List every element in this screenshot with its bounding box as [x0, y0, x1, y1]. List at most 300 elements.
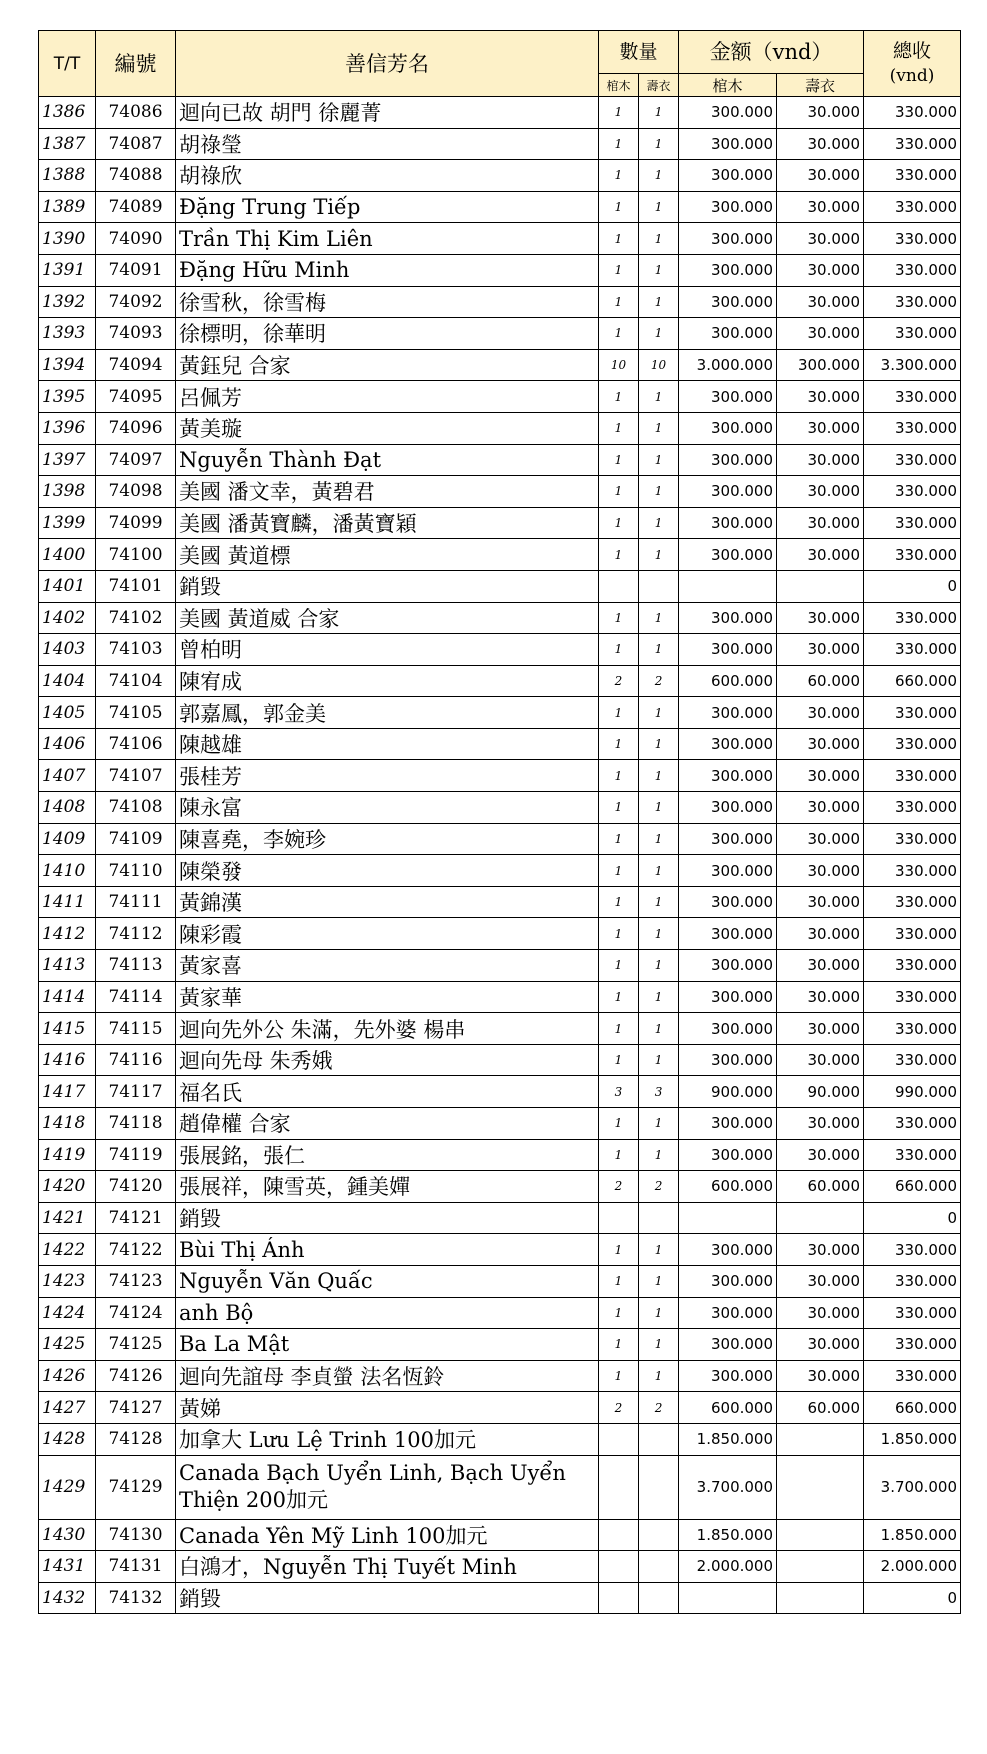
row-total: 330.000 — [864, 412, 961, 444]
header-name: 善信芳名 — [176, 31, 599, 97]
row-amount-shroud: 30.000 — [777, 1139, 864, 1171]
table-row — [39, 160, 961, 192]
row-code: 74088 — [96, 160, 176, 192]
row-qty-coffin: 2 — [599, 1171, 639, 1203]
row-amount-shroud: 30.000 — [777, 950, 864, 982]
table-row — [39, 286, 961, 318]
row-name: 福名氏 — [176, 1076, 599, 1108]
row-amount-coffin — [679, 1202, 777, 1234]
row-amount-coffin: 300.000 — [679, 697, 777, 729]
row-code: 74125 — [96, 1329, 176, 1361]
row-amount-coffin: 300.000 — [679, 1139, 777, 1171]
table-row — [39, 1360, 961, 1392]
row-name: 張展祥，陳雪英，鍾美嬋 — [176, 1171, 599, 1203]
row-tt: 1397 — [39, 444, 96, 476]
row-name: 迴向先誼母 李貞螢 法名恆鈴 — [176, 1360, 599, 1392]
row-qty-coffin: 1 — [599, 981, 639, 1013]
row-amount-coffin: 300.000 — [679, 1013, 777, 1045]
row-code: 74104 — [96, 665, 176, 697]
row-qty-coffin: 1 — [599, 223, 639, 255]
table-row — [39, 823, 961, 855]
row-tt: 1399 — [39, 507, 96, 539]
row-name: 胡祿欣 — [176, 160, 599, 192]
row-qty-shroud: 2 — [639, 665, 679, 697]
row-amount-coffin: 300.000 — [679, 223, 777, 255]
row-tt: 1386 — [39, 97, 96, 129]
row-amount-shroud: 30.000 — [777, 1360, 864, 1392]
row-amount-shroud: 30.000 — [777, 223, 864, 255]
row-total: 330.000 — [864, 1265, 961, 1297]
table-row — [39, 1171, 961, 1203]
header-quantity: 數量 — [599, 31, 679, 74]
row-qty-shroud — [639, 1202, 679, 1234]
row-amount-shroud: 30.000 — [777, 981, 864, 1013]
header-qty-shroud: 壽衣 — [639, 74, 679, 97]
row-qty-shroud: 1 — [639, 981, 679, 1013]
row-qty-coffin — [599, 1519, 639, 1551]
row-qty-shroud: 1 — [639, 1013, 679, 1045]
row-code: 74092 — [96, 286, 176, 318]
row-total: 330.000 — [864, 318, 961, 350]
row-amount-shroud — [777, 570, 864, 602]
row-qty-shroud: 1 — [639, 1234, 679, 1266]
row-name: 陳宥成 — [176, 665, 599, 697]
row-amount-shroud: 30.000 — [777, 918, 864, 950]
row-name: Đặng Trung Tiếp — [176, 191, 599, 223]
row-code: 74131 — [96, 1551, 176, 1583]
row-amount-coffin: 300.000 — [679, 318, 777, 350]
row-code: 74087 — [96, 128, 176, 160]
row-code: 74108 — [96, 792, 176, 824]
row-qty-shroud: 1 — [639, 128, 679, 160]
row-amount-shroud: 30.000 — [777, 760, 864, 792]
table-row — [39, 444, 961, 476]
row-code: 74089 — [96, 191, 176, 223]
row-qty-shroud: 1 — [639, 191, 679, 223]
row-qty-coffin — [599, 1551, 639, 1583]
row-amount-coffin: 300.000 — [679, 728, 777, 760]
row-amount-shroud: 90.000 — [777, 1076, 864, 1108]
row-total: 330.000 — [864, 823, 961, 855]
row-code: 74119 — [96, 1139, 176, 1171]
row-tt: 1403 — [39, 634, 96, 666]
row-tt: 1409 — [39, 823, 96, 855]
row-amount-shroud: 300.000 — [777, 349, 864, 381]
table-row — [39, 634, 961, 666]
row-qty-shroud: 1 — [639, 254, 679, 286]
row-amount-shroud: 30.000 — [777, 728, 864, 760]
row-tt: 1422 — [39, 1234, 96, 1266]
row-total: 330.000 — [864, 1329, 961, 1361]
row-qty-shroud: 1 — [639, 1329, 679, 1361]
row-qty-shroud: 1 — [639, 728, 679, 760]
row-total: 330.000 — [864, 381, 961, 413]
row-total: 330.000 — [864, 1297, 961, 1329]
donation-table — [38, 30, 961, 1614]
row-total: 330.000 — [864, 1108, 961, 1140]
row-qty-coffin: 1 — [599, 950, 639, 982]
row-amount-coffin: 300.000 — [679, 634, 777, 666]
table-row — [39, 1265, 961, 1297]
row-amount-coffin: 300.000 — [679, 286, 777, 318]
row-qty-coffin — [599, 1582, 639, 1614]
row-amount-shroud: 30.000 — [777, 97, 864, 129]
row-qty-shroud: 1 — [639, 444, 679, 476]
row-amount-coffin: 900.000 — [679, 1076, 777, 1108]
row-name: Ba La Mật — [176, 1329, 599, 1361]
row-code: 74097 — [96, 444, 176, 476]
table-row — [39, 1044, 961, 1076]
row-total: 330.000 — [864, 507, 961, 539]
row-amount-coffin: 300.000 — [679, 1234, 777, 1266]
row-amount-coffin: 1.850.000 — [679, 1423, 777, 1455]
row-amount-shroud: 30.000 — [777, 444, 864, 476]
row-qty-coffin: 1 — [599, 507, 639, 539]
row-name: 陳喜堯，李婉珍 — [176, 823, 599, 855]
row-code: 74120 — [96, 1171, 176, 1203]
row-total: 2.000.000 — [864, 1551, 961, 1583]
row-tt: 1419 — [39, 1139, 96, 1171]
row-qty-shroud: 1 — [639, 507, 679, 539]
row-code: 74128 — [96, 1423, 176, 1455]
table-row — [39, 1423, 961, 1455]
row-qty-coffin: 1 — [599, 1360, 639, 1392]
row-name: 黃美璇 — [176, 412, 599, 444]
row-name: 美國 黃道標 — [176, 539, 599, 571]
row-name: 黃錦漢 — [176, 886, 599, 918]
row-amount-coffin: 300.000 — [679, 254, 777, 286]
row-amount-shroud: 30.000 — [777, 1044, 864, 1076]
row-code: 74105 — [96, 697, 176, 729]
row-amount-shroud: 60.000 — [777, 665, 864, 697]
row-total: 330.000 — [864, 476, 961, 508]
row-qty-coffin: 1 — [599, 128, 639, 160]
row-code: 74100 — [96, 539, 176, 571]
table-row — [39, 1297, 961, 1329]
row-amount-coffin: 300.000 — [679, 476, 777, 508]
row-code: 74122 — [96, 1234, 176, 1266]
table-row — [39, 1234, 961, 1266]
row-amount-shroud: 30.000 — [777, 476, 864, 508]
row-amount-coffin: 600.000 — [679, 665, 777, 697]
header-tt: T/T — [39, 31, 96, 97]
row-code: 74118 — [96, 1108, 176, 1140]
row-tt: 1398 — [39, 476, 96, 508]
table-row — [39, 476, 961, 508]
row-qty-shroud — [639, 1519, 679, 1551]
row-qty-shroud — [639, 1551, 679, 1583]
row-name: 呂佩芳 — [176, 381, 599, 413]
row-qty-coffin: 2 — [599, 665, 639, 697]
row-qty-shroud: 1 — [639, 381, 679, 413]
row-code: 74101 — [96, 570, 176, 602]
row-name: 白鴻才，Nguyễn Thị Tuyết Minh — [176, 1551, 599, 1583]
row-qty-coffin: 1 — [599, 254, 639, 286]
table-row — [39, 1392, 961, 1424]
row-tt: 1413 — [39, 950, 96, 982]
row-code: 74132 — [96, 1582, 176, 1614]
row-tt: 1406 — [39, 728, 96, 760]
row-code: 74112 — [96, 918, 176, 950]
row-qty-shroud: 1 — [639, 760, 679, 792]
row-qty-shroud — [639, 570, 679, 602]
row-qty-shroud: 1 — [639, 539, 679, 571]
row-tt: 1424 — [39, 1297, 96, 1329]
row-name: 迴向已故 胡門 徐麗菁 — [176, 97, 599, 129]
row-total: 330.000 — [864, 950, 961, 982]
table-row — [39, 760, 961, 792]
row-code: 74099 — [96, 507, 176, 539]
table-row — [39, 697, 961, 729]
row-code: 74096 — [96, 412, 176, 444]
row-amount-coffin: 300.000 — [679, 160, 777, 192]
row-qty-shroud: 10 — [639, 349, 679, 381]
table-row — [39, 1202, 961, 1234]
row-name: Canada Yên Mỹ Linh 100加元 — [176, 1519, 599, 1551]
row-qty-coffin: 1 — [599, 1297, 639, 1329]
row-qty-coffin: 1 — [599, 1044, 639, 1076]
row-amount-shroud: 60.000 — [777, 1392, 864, 1424]
row-qty-shroud — [639, 1423, 679, 1455]
row-name: 曾柏明 — [176, 634, 599, 666]
row-total: 330.000 — [864, 223, 961, 255]
row-tt: 1404 — [39, 665, 96, 697]
table-row — [39, 950, 961, 982]
header-code: 編號 — [96, 31, 176, 97]
row-qty-coffin: 1 — [599, 886, 639, 918]
row-qty-shroud: 1 — [639, 223, 679, 255]
row-amount-coffin: 300.000 — [679, 1044, 777, 1076]
row-code: 74113 — [96, 950, 176, 982]
row-tt: 1400 — [39, 539, 96, 571]
row-amount-shroud: 30.000 — [777, 1108, 864, 1140]
row-code: 74090 — [96, 223, 176, 255]
row-amount-coffin: 300.000 — [679, 981, 777, 1013]
table-row — [39, 381, 961, 413]
row-amount-coffin: 300.000 — [679, 1108, 777, 1140]
row-qty-coffin: 1 — [599, 1013, 639, 1045]
row-amount-shroud: 30.000 — [777, 128, 864, 160]
row-amount-shroud — [777, 1519, 864, 1551]
row-tt: 1389 — [39, 191, 96, 223]
row-name: Đặng Hữu Minh — [176, 254, 599, 286]
table-row — [39, 223, 961, 255]
row-amount-coffin: 300.000 — [679, 1297, 777, 1329]
row-qty-coffin: 1 — [599, 855, 639, 887]
row-amount-coffin: 300.000 — [679, 1360, 777, 1392]
row-code: 74117 — [96, 1076, 176, 1108]
row-amount-shroud: 30.000 — [777, 1329, 864, 1361]
row-amount-shroud: 30.000 — [777, 381, 864, 413]
row-qty-coffin: 1 — [599, 1329, 639, 1361]
row-amount-coffin: 300.000 — [679, 444, 777, 476]
row-code: 74098 — [96, 476, 176, 508]
row-amount-shroud: 30.000 — [777, 823, 864, 855]
row-name: 陳永富 — [176, 792, 599, 824]
row-amount-shroud: 30.000 — [777, 412, 864, 444]
row-qty-shroud: 1 — [639, 412, 679, 444]
row-total: 3.700.000 — [864, 1455, 961, 1519]
row-tt: 1390 — [39, 223, 96, 255]
row-amount-coffin: 300.000 — [679, 381, 777, 413]
row-name: Nguyễn Văn Quấc — [176, 1265, 599, 1297]
row-total: 330.000 — [864, 539, 961, 571]
row-qty-coffin: 1 — [599, 97, 639, 129]
row-amount-shroud: 30.000 — [777, 507, 864, 539]
row-qty-coffin: 10 — [599, 349, 639, 381]
row-name: 美國 潘文幸，黃碧君 — [176, 476, 599, 508]
row-total: 660.000 — [864, 665, 961, 697]
row-name: 陳榮發 — [176, 855, 599, 887]
row-tt: 1421 — [39, 1202, 96, 1234]
row-code: 74111 — [96, 886, 176, 918]
row-tt: 1405 — [39, 697, 96, 729]
row-total: 330.000 — [864, 97, 961, 129]
row-qty-shroud: 1 — [639, 697, 679, 729]
row-tt: 1395 — [39, 381, 96, 413]
row-total: 0 — [864, 1582, 961, 1614]
row-amount-coffin: 600.000 — [679, 1392, 777, 1424]
row-total: 660.000 — [864, 1392, 961, 1424]
row-tt: 1429 — [39, 1455, 96, 1519]
row-amount-shroud: 30.000 — [777, 286, 864, 318]
row-code: 74109 — [96, 823, 176, 855]
row-name: 銷毀 — [176, 1202, 599, 1234]
row-total: 330.000 — [864, 918, 961, 950]
row-amount-coffin: 3.000.000 — [679, 349, 777, 381]
table-row — [39, 855, 961, 887]
table-row — [39, 1108, 961, 1140]
row-qty-shroud: 1 — [639, 886, 679, 918]
row-qty-shroud: 2 — [639, 1392, 679, 1424]
table-row — [39, 507, 961, 539]
row-amount-coffin: 300.000 — [679, 823, 777, 855]
row-tt: 1431 — [39, 1551, 96, 1583]
row-tt: 1430 — [39, 1519, 96, 1551]
header-amount: 金额（vnd） — [679, 31, 864, 74]
row-name: 徐標明，徐華明 — [176, 318, 599, 350]
row-code: 74126 — [96, 1360, 176, 1392]
table-row — [39, 349, 961, 381]
row-name: 胡祿瑩 — [176, 128, 599, 160]
row-amount-shroud: 30.000 — [777, 886, 864, 918]
row-qty-coffin: 1 — [599, 634, 639, 666]
row-qty-coffin: 1 — [599, 381, 639, 413]
row-amount-shroud — [777, 1202, 864, 1234]
row-code: 74110 — [96, 855, 176, 887]
row-qty-coffin: 1 — [599, 760, 639, 792]
row-qty-coffin: 1 — [599, 444, 639, 476]
row-qty-shroud: 1 — [639, 1139, 679, 1171]
row-tt: 1393 — [39, 318, 96, 350]
table-body — [39, 97, 961, 1614]
row-qty-coffin: 2 — [599, 1392, 639, 1424]
row-amount-coffin: 300.000 — [679, 539, 777, 571]
header-amt-coffin: 棺木 — [679, 74, 777, 97]
row-code: 74124 — [96, 1297, 176, 1329]
row-code: 74121 — [96, 1202, 176, 1234]
row-tt: 1402 — [39, 602, 96, 634]
row-amount-shroud: 30.000 — [777, 160, 864, 192]
row-amount-shroud — [777, 1582, 864, 1614]
table-row — [39, 665, 961, 697]
row-name: 郭嘉鳳，郭金美 — [176, 697, 599, 729]
row-amount-coffin: 300.000 — [679, 1265, 777, 1297]
row-code: 74095 — [96, 381, 176, 413]
row-tt: 1411 — [39, 886, 96, 918]
row-name: 銷毀 — [176, 1582, 599, 1614]
row-tt: 1425 — [39, 1329, 96, 1361]
row-total: 330.000 — [864, 1234, 961, 1266]
row-name: 加拿大 Lưu Lệ Trinh 100加元 — [176, 1423, 599, 1455]
row-total: 330.000 — [864, 1044, 961, 1076]
row-total: 330.000 — [864, 760, 961, 792]
row-amount-shroud: 30.000 — [777, 697, 864, 729]
row-qty-shroud: 1 — [639, 950, 679, 982]
row-code: 74091 — [96, 254, 176, 286]
row-qty-coffin: 1 — [599, 286, 639, 318]
row-code: 74094 — [96, 349, 176, 381]
row-qty-coffin: 1 — [599, 728, 639, 760]
row-qty-coffin: 1 — [599, 792, 639, 824]
row-amount-shroud: 30.000 — [777, 318, 864, 350]
row-name: 張展銘，張仁 — [176, 1139, 599, 1171]
row-tt: 1427 — [39, 1392, 96, 1424]
row-code: 74107 — [96, 760, 176, 792]
row-qty-shroud: 1 — [639, 792, 679, 824]
row-tt: 1392 — [39, 286, 96, 318]
row-total: 330.000 — [864, 1360, 961, 1392]
row-qty-shroud: 1 — [639, 602, 679, 634]
table-row — [39, 1519, 961, 1551]
row-code: 74114 — [96, 981, 176, 1013]
row-amount-shroud: 30.000 — [777, 1297, 864, 1329]
row-tt: 1432 — [39, 1582, 96, 1614]
row-tt: 1391 — [39, 254, 96, 286]
table-row — [39, 886, 961, 918]
row-qty-coffin — [599, 1202, 639, 1234]
row-qty-shroud — [639, 1582, 679, 1614]
row-qty-coffin — [599, 1455, 639, 1519]
row-qty-shroud: 1 — [639, 823, 679, 855]
row-code: 74115 — [96, 1013, 176, 1045]
row-tt: 1415 — [39, 1013, 96, 1045]
row-qty-coffin: 1 — [599, 823, 639, 855]
row-qty-coffin — [599, 1423, 639, 1455]
header-qty-coffin: 棺木 — [599, 74, 639, 97]
row-qty-shroud: 1 — [639, 1108, 679, 1140]
row-name: 黃鈺兒 合家 — [176, 349, 599, 381]
table-row — [39, 728, 961, 760]
row-tt: 1407 — [39, 760, 96, 792]
row-total: 3.300.000 — [864, 349, 961, 381]
row-total: 330.000 — [864, 602, 961, 634]
row-amount-shroud: 30.000 — [777, 602, 864, 634]
row-code: 74129 — [96, 1455, 176, 1519]
row-qty-shroud: 1 — [639, 1265, 679, 1297]
row-tt: 1416 — [39, 1044, 96, 1076]
row-qty-shroud: 1 — [639, 918, 679, 950]
row-tt: 1408 — [39, 792, 96, 824]
row-tt: 1426 — [39, 1360, 96, 1392]
table-row — [39, 128, 961, 160]
row-amount-coffin: 300.000 — [679, 191, 777, 223]
row-qty-shroud: 1 — [639, 318, 679, 350]
row-amount-shroud — [777, 1423, 864, 1455]
row-name: 黃家華 — [176, 981, 599, 1013]
row-total: 330.000 — [864, 855, 961, 887]
table-row — [39, 602, 961, 634]
